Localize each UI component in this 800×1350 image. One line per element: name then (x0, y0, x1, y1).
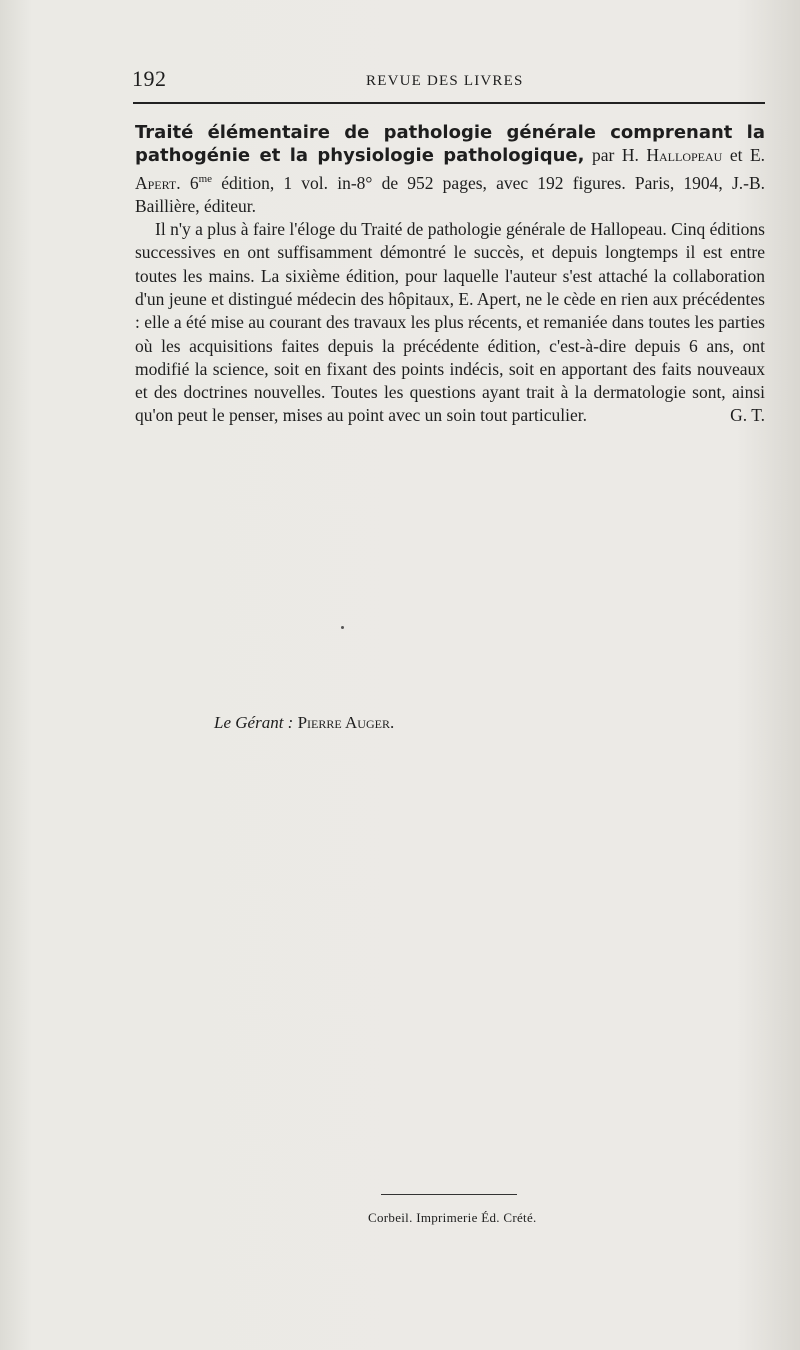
and-text: et E. (729, 145, 766, 166)
gerant-label: Le Gérant : (214, 713, 294, 732)
page-number: 192 (132, 66, 167, 91)
reviewer-signature: G. T. (730, 405, 765, 426)
author-apert: Apert. (135, 172, 181, 193)
publication-details: édition, 1 vol. in-8° de 952 pages, avec 192 figures. Paris, 1904, J.-B. Baillière, éditeur. (135, 172, 766, 216)
footer-rule (381, 1194, 517, 1195)
edition-superscript: me (198, 172, 213, 185)
gerant-line (214, 713, 394, 733)
review-text: Il n'y a plus à faire l'éloge du Traité de pathologie générale de Hallopeau. Cinq éditions successives en ont suffisamment démontré le succès, et depuis longtemps il est entre toutes les mains. La sixième édition, pour laquelle l'auteur s'est attaché la collaboration d'un jeune et distingué médecin des hôpitaux, E. Apert, ne le cède en rien aux précédentes : elle a été mise au courant des travaux les plus récents, et remaniée dans toutes les parties où les acquisitions faites depuis la précédente édition, c'est-à-dire depuis 6 ans, ont modifié la science, soit en fixant des points indécis, soit en apportant des faits nouveaux et des doctrines nouvelles. Toutes les questions ayant trait à la dermatologie sont, ainsi qu'on peut le penser, mises au point avec un soin tout particulier. (135, 219, 765, 426)
review-citation (135, 121, 765, 218)
stray-mark (341, 626, 344, 629)
book-review (135, 121, 765, 428)
printer-imprint: Corbeil. Imprimerie Éd. Crété. (368, 1210, 537, 1225)
author-hallopeau: Hallopeau (646, 145, 723, 166)
review-body (135, 218, 765, 428)
book-title: Traité élémentaire de pathologie générale comprenant la pathogénie et la physiologie pathologique, (135, 122, 765, 167)
running-title: REVUE DES LIVRES (366, 73, 524, 89)
edition-number: 6 (189, 172, 199, 193)
gerant-name: Pierre Auger. (297, 713, 395, 732)
header-rule (133, 102, 765, 104)
by-text: par H. (591, 145, 639, 166)
